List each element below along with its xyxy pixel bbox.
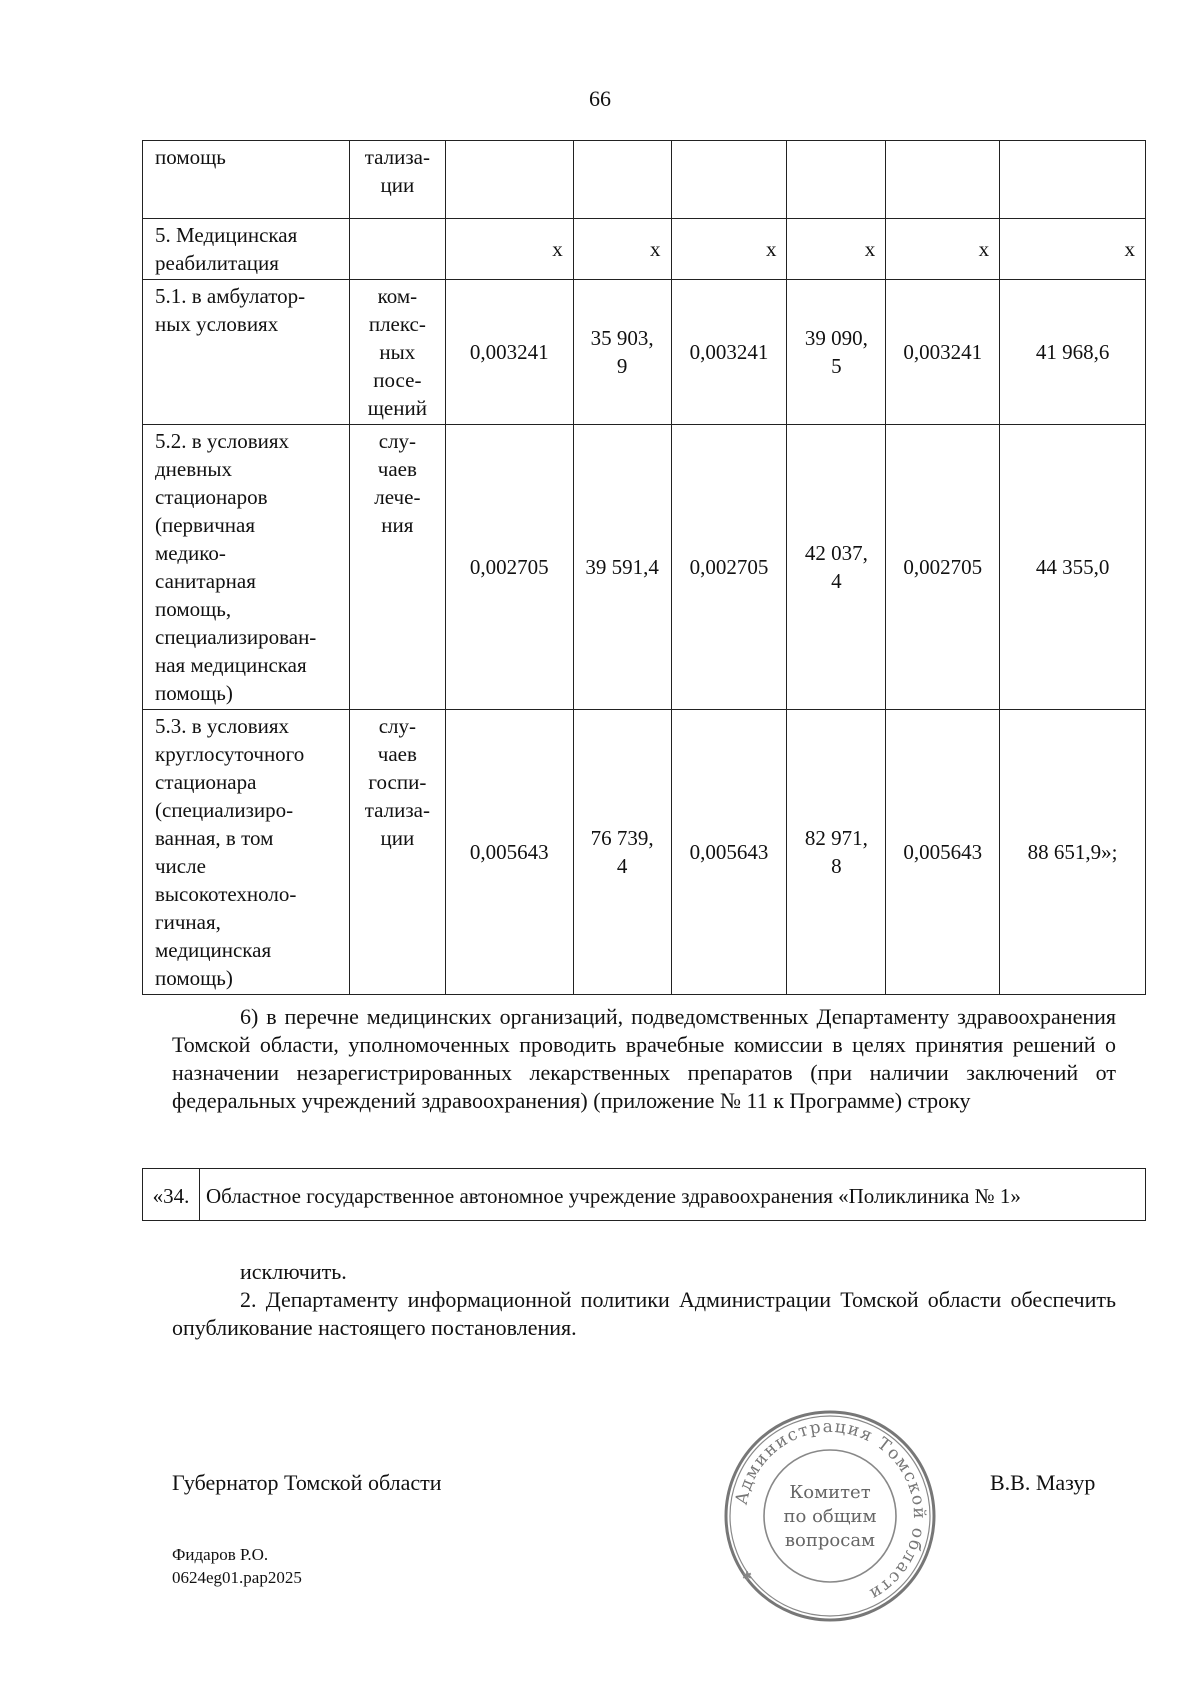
exclude-line	[172, 1258, 1116, 1286]
value-cell: 0,002705	[671, 425, 787, 710]
page-number: 66	[589, 86, 611, 111]
row-name: 5.1. в амбулатор- ных условиях	[143, 280, 350, 425]
official-stamp	[722, 1408, 938, 1624]
paragraph-6-text: 6) в перечне медицинских организаций, подведомственных Департаменту здравоохранения Томской области, уполномоченных проводить врачебные комиссии в целях принятия решений о назначении незарегистрированных лекарственных препаратов (при наличии заключений от федеральных учреждений здравоохранения) (приложение № 11 к Программе) строку	[172, 1004, 1116, 1113]
exclude-text: исключить.	[240, 1259, 347, 1284]
table-row	[143, 425, 1146, 710]
table-row	[143, 141, 1146, 219]
organization-row	[143, 1169, 1146, 1221]
organization-table	[142, 1168, 1146, 1221]
value-cell: 0,005643	[445, 710, 573, 995]
rates-table	[142, 140, 1146, 995]
value-cell: 0,003241	[671, 280, 787, 425]
organization-name: Областное государственное автономное учреждение здравоохранения «Поликлиника № 1»	[200, 1169, 1146, 1221]
table-row	[143, 219, 1146, 280]
row-name: 5.2. в условиях дневных стационаров (первичная медико- санитарная помощь, специализирован- ная медицинская помощь)	[143, 425, 350, 710]
paragraph-2	[172, 1286, 1116, 1342]
value-cell: 35 903, 9	[573, 280, 671, 425]
table-row	[143, 280, 1146, 425]
row-unit: слу- чаев лече- ния	[349, 425, 445, 710]
value-cell	[886, 141, 1000, 219]
signatory-name: В.В. Мазур	[990, 1470, 1096, 1495]
paragraph-2-text: 2. Департаменту информационной политики Администрации Томской области обеспечить опубликование настоящего постановления.	[172, 1287, 1116, 1340]
value-cell: x	[671, 219, 787, 280]
value-cell: 41 968,6	[1000, 280, 1146, 425]
value-cell: x	[573, 219, 671, 280]
value-cell: x	[1000, 219, 1146, 280]
value-cell	[445, 141, 573, 219]
value-cell: 76 739, 4	[573, 710, 671, 995]
row-unit	[349, 219, 445, 280]
value-cell: 0,003241	[886, 280, 1000, 425]
value-cell: x	[445, 219, 573, 280]
value-cell	[671, 141, 787, 219]
stamp-ring-text: Администрация Томской области	[731, 1416, 930, 1605]
footer	[172, 1543, 302, 1589]
row-name: 5.3. в условиях круглосуточного стационара (специализиро- ванная, в том числе высокотехноло- гичная, медицинская помощь)	[143, 710, 350, 995]
value-cell: 82 971, 8	[787, 710, 886, 995]
row-unit: слу- чаев госпи- тализа- ции	[349, 710, 445, 995]
value-cell: 42 037, 4	[787, 425, 886, 710]
value-cell: 44 355,0	[1000, 425, 1146, 710]
value-cell: 0,003241	[445, 280, 573, 425]
row-unit: ком- плекс- ных посе- щений	[349, 280, 445, 425]
value-cell: x	[787, 219, 886, 280]
organization-number: «34.	[143, 1169, 200, 1221]
value-cell: 0,002705	[445, 425, 573, 710]
row-name: помощь	[143, 141, 350, 219]
value-cell	[1000, 141, 1146, 219]
value-cell: 39 090, 5	[787, 280, 886, 425]
stamp-star: ✱	[742, 1569, 753, 1583]
stamp-center-line: Комитет	[789, 1482, 871, 1503]
value-cell: 0,005643	[671, 710, 787, 995]
value-cell: x	[886, 219, 1000, 280]
value-cell: 0,002705	[886, 425, 1000, 710]
stamp-center-line: вопросам	[784, 1530, 876, 1551]
file-code: 0624eg01.pap2025	[172, 1568, 302, 1587]
paragraph-6	[172, 1003, 1116, 1115]
executor-name: Фидаров Р.О.	[172, 1545, 269, 1564]
signatory-position: Губернатор Томской области	[172, 1470, 442, 1495]
value-cell: 39 591,4	[573, 425, 671, 710]
table-row	[143, 710, 1146, 995]
stamp-center-line: по общим	[783, 1506, 877, 1527]
row-unit: тализа- ции	[349, 141, 445, 219]
value-cell: 0,005643	[886, 710, 1000, 995]
value-cell: 88 651,9»;	[1000, 710, 1146, 995]
value-cell	[787, 141, 886, 219]
row-name: 5. Медицинская реабилитация	[143, 219, 350, 280]
value-cell	[573, 141, 671, 219]
